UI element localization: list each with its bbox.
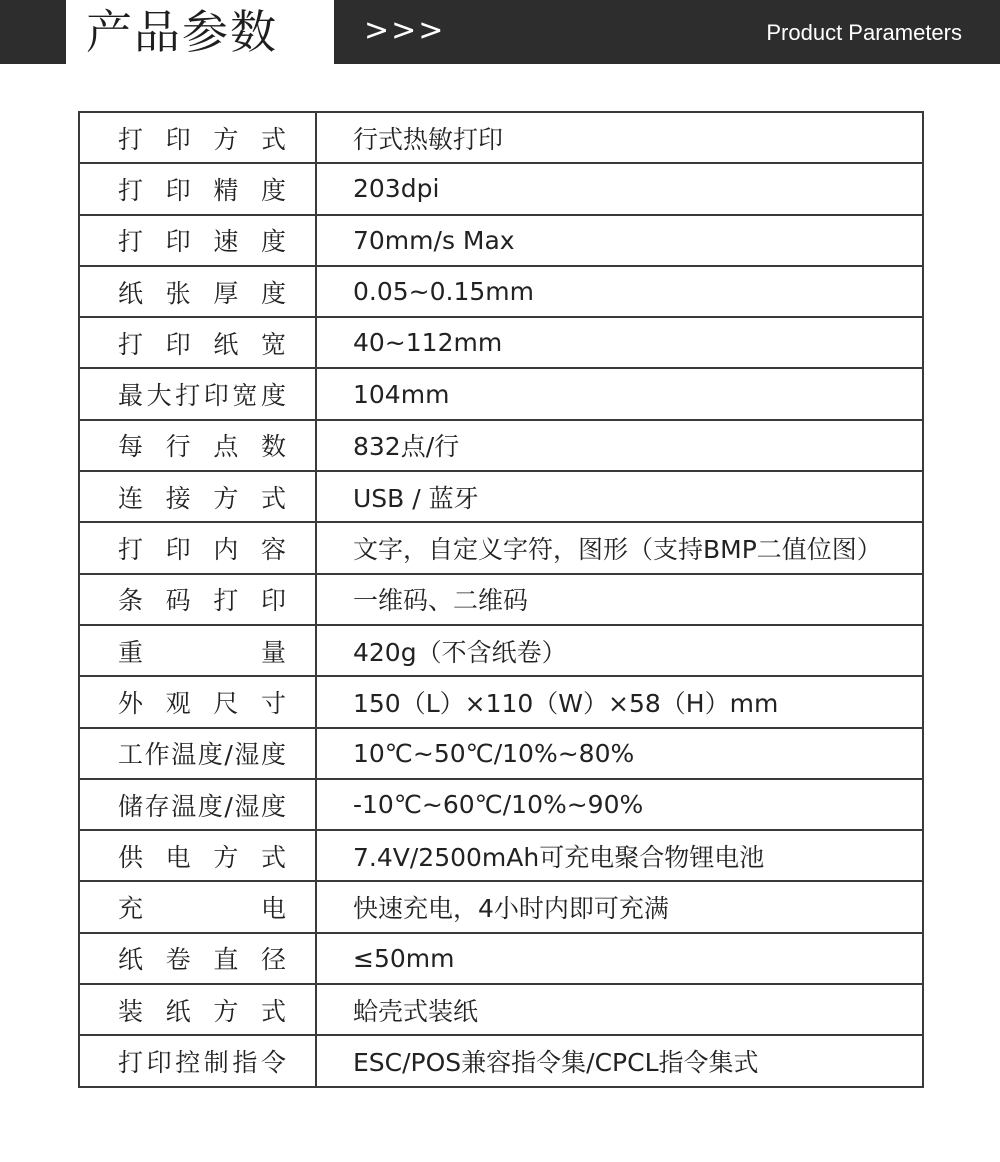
spec-value: USB / 蓝牙 — [316, 471, 923, 522]
spec-label: 每 行 点 数 — [118, 432, 286, 462]
spec-value: 文字，自定义字符，图形（支持BMP二值位图） — [316, 522, 923, 573]
spec-row — [79, 676, 923, 727]
spec-row — [79, 933, 923, 984]
spec-label-cell — [79, 574, 316, 625]
spec-label: 外 观 尺 寸 — [118, 688, 286, 718]
spec-label: 储存温度/湿度 — [118, 791, 286, 821]
spec-value: 0.05~0.15mm — [316, 266, 923, 317]
spec-row — [79, 163, 923, 214]
spec-label: 打 印 内 容 — [118, 535, 286, 565]
spec-label-cell — [79, 728, 316, 779]
spec-value: 快速充电，4小时内即可充满 — [316, 881, 923, 932]
spec-value: 蛤壳式装纸 — [316, 984, 923, 1035]
spec-table-body — [79, 112, 923, 1087]
spec-label-cell — [79, 984, 316, 1035]
spec-label-cell — [79, 266, 316, 317]
spec-value: 420g（不含纸卷） — [316, 625, 923, 676]
spec-value: 10℃~50℃/10%~80% — [316, 728, 923, 779]
spec-value: 104mm — [316, 368, 923, 419]
spec-value: 203dpi — [316, 163, 923, 214]
spec-label: 打印控制指令 — [118, 1047, 286, 1077]
spec-label-cell — [79, 471, 316, 522]
spec-label: 纸 卷 直 径 — [118, 945, 286, 975]
spec-row — [79, 1035, 923, 1086]
section-title: 产品参数 — [86, 5, 278, 59]
spec-label: 重 量 — [118, 637, 286, 667]
spec-value: 832点/行 — [316, 420, 923, 471]
spec-label: 纸 张 厚 度 — [118, 278, 286, 308]
spec-row — [79, 112, 923, 163]
spec-label-cell — [79, 779, 316, 830]
spec-table — [78, 111, 924, 1088]
spec-row — [79, 522, 923, 573]
spec-label-cell — [79, 215, 316, 266]
chevron-right-icon: >>> — [364, 13, 446, 48]
spec-label-cell — [79, 368, 316, 419]
spec-label-cell — [79, 317, 316, 368]
header-left-accent-block — [0, 0, 66, 64]
spec-label-cell — [79, 830, 316, 881]
spec-value: 150（L）×110（W）×58（H）mm — [316, 676, 923, 727]
spec-row — [79, 625, 923, 676]
spec-label: 充 电 — [118, 894, 286, 924]
spec-label-cell — [79, 163, 316, 214]
spec-label: 打 印 精 度 — [118, 175, 286, 205]
spec-row — [79, 881, 923, 932]
section-english-title: Product Parameters — [766, 20, 962, 45]
spec-row — [79, 984, 923, 1035]
spec-label-cell — [79, 522, 316, 573]
spec-value: 行式热敏打印 — [316, 112, 923, 163]
spec-label-cell — [79, 420, 316, 471]
section-header — [0, 0, 1000, 64]
spec-row — [79, 215, 923, 266]
spec-label: 最大打印宽度 — [118, 381, 286, 411]
spec-row — [79, 830, 923, 881]
spec-value: -10℃~60℃/10%~90% — [316, 779, 923, 830]
spec-value: 70mm/s Max — [316, 215, 923, 266]
spec-label: 连 接 方 式 — [118, 483, 286, 513]
spec-label: 打 印 速 度 — [118, 227, 286, 257]
spec-label-cell — [79, 1035, 316, 1086]
spec-value: 40~112mm — [316, 317, 923, 368]
spec-label: 供 电 方 式 — [118, 842, 286, 872]
spec-value: ESC/POS兼容指令集/CPCL指令集式 — [316, 1035, 923, 1086]
spec-label: 工作温度/湿度 — [118, 740, 286, 770]
spec-label: 打 印 纸 宽 — [118, 329, 286, 359]
header-banner-bar — [334, 0, 1000, 64]
spec-label-cell — [79, 112, 316, 163]
spec-label-cell — [79, 625, 316, 676]
spec-row — [79, 317, 923, 368]
spec-label: 打 印 方 式 — [118, 124, 286, 154]
spec-label-cell — [79, 676, 316, 727]
spec-row — [79, 368, 923, 419]
spec-row — [79, 728, 923, 779]
spec-label-cell — [79, 881, 316, 932]
spec-row — [79, 779, 923, 830]
spec-row — [79, 471, 923, 522]
spec-label: 装 纸 方 式 — [118, 996, 286, 1026]
spec-value: ≤50mm — [316, 933, 923, 984]
spec-value: 7.4V/2500mAh可充电聚合物锂电池 — [316, 830, 923, 881]
spec-row — [79, 574, 923, 625]
spec-value: 一维码、二维码 — [316, 574, 923, 625]
spec-label: 条 码 打 印 — [118, 586, 286, 616]
spec-row — [79, 420, 923, 471]
spec-label-cell — [79, 933, 316, 984]
spec-row — [79, 266, 923, 317]
